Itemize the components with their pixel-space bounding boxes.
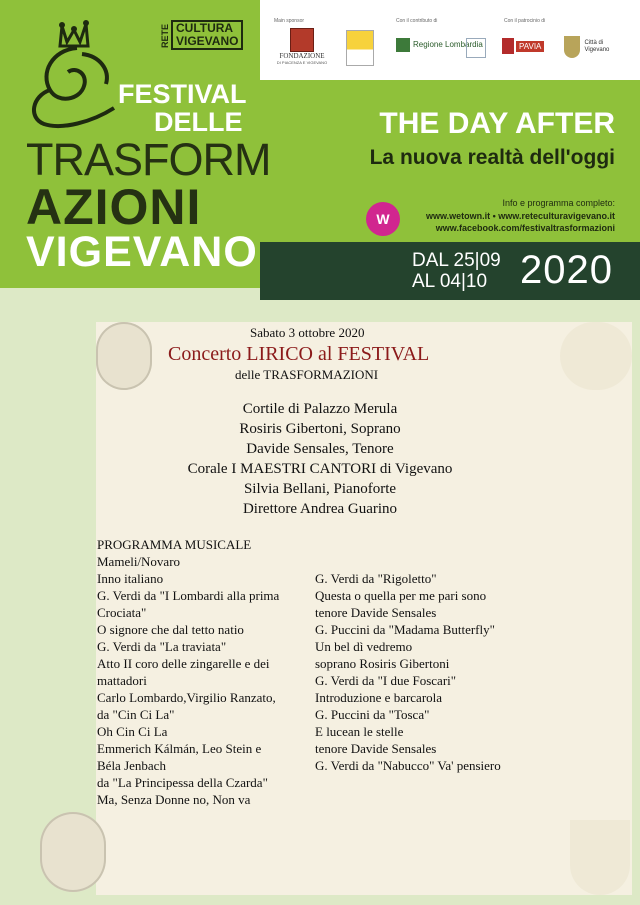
event-detail-tenore: Davide Sensales, Tenore — [246, 441, 394, 457]
program-line: G. Verdi da "I Lombardi alla prima — [97, 588, 280, 603]
event-detail-corale: Corale I MAESTRI CANTORI di Vigevano — [187, 461, 453, 477]
rete-label: RETE — [160, 23, 170, 48]
program-line: Emmerich Kálmán, Leo Stein e — [97, 741, 262, 756]
event-detail-direttore: Direttore Andrea Guarino — [242, 501, 398, 517]
info-facebook-link[interactable]: www.facebook.com/festivaltrasformazioni — [435, 223, 615, 233]
festival-title-line-2: DELLE — [154, 107, 243, 137]
program-line: G. Verdi da "Rigoletto" — [315, 571, 437, 586]
program-line: G. Verdi da "Nabucco" Va' pensiero — [315, 758, 501, 773]
rete-line-2: VIGEVANO — [176, 34, 239, 48]
program-line: G. Puccini da "Tosca" — [315, 707, 430, 722]
date-band — [260, 242, 640, 300]
fondazione-label: FONDAZIONE — [279, 52, 325, 60]
sponsor-bar — [260, 0, 640, 80]
program-line: da "La Principessa della Czarda" — [97, 775, 268, 790]
program-right-column — [315, 570, 501, 774]
program-line: Atto II coro delle zingarelle e dei — [97, 656, 270, 671]
program-line: da "Cin Ci La" — [97, 707, 175, 722]
citta-label: Città di Vigevano — [584, 40, 610, 53]
program-line: G. Puccini da "Madama Butterfly" — [315, 622, 495, 637]
program-line: Mameli/Novaro — [97, 554, 181, 569]
event-date: Sabato 3 ottobre 2020 — [250, 325, 365, 340]
fondazione-logo — [272, 28, 332, 65]
program-line: O signore che dal tetto natio — [97, 622, 244, 637]
program-line: mattadori — [97, 673, 147, 688]
fondazione-sublabel: DI PIACENZA E VIGEVANO — [276, 60, 328, 65]
program-line: soprano Rosiris Gibertoni — [315, 656, 450, 671]
festival-year: 2020 — [520, 248, 613, 292]
citta-vigevano-logo — [564, 36, 624, 58]
anniversary-logo — [466, 38, 486, 58]
program-line: E lucean le stelle — [315, 724, 404, 739]
program-line: tenore Davide Sensales — [315, 605, 437, 620]
wetown-logo: W — [366, 202, 400, 236]
scroll-curl-top-left — [96, 322, 152, 390]
program-line: Béla Jenbach — [97, 758, 166, 773]
festival-title-line-4: AZIONI — [26, 179, 202, 235]
frog-crown-logo — [22, 18, 132, 133]
program-heading: PROGRAMMA MUSICALE — [97, 537, 252, 552]
info-label: Info e programma completo: — [502, 198, 615, 208]
event-title: Concerto LIRICO al FESTIVAL — [168, 343, 430, 365]
headline-title: THE DAY AFTER — [379, 107, 615, 140]
program-line: Ma, Senza Donne no, Non va — [97, 792, 251, 807]
program-line: tenore Davide Sensales — [315, 741, 437, 756]
scroll-curl-bottom-left — [40, 812, 106, 892]
date-range — [412, 250, 501, 292]
program-line: Crociata" — [97, 605, 147, 620]
sponsor-label-contrib: Con il contributo di — [396, 18, 438, 24]
program-line: Questa o quella per me pari sono — [315, 588, 487, 603]
event-detail-venue: Cortile di Palazzo Merula — [242, 401, 398, 417]
scroll-curl-top-right — [560, 322, 632, 390]
headline-subtitle: La nuova realtà dell'oggi — [369, 146, 615, 169]
program-line: Inno italiano — [97, 571, 164, 586]
event-detail-soprano: Rosiris Gibertoni, Soprano — [239, 421, 401, 437]
info-web-links[interactable]: www.wetown.it • www.reteculturavigevano.it — [425, 211, 615, 221]
scroll-curl-bottom-right — [570, 820, 630, 895]
sponsor-label-patron: Con il patrocinio di — [504, 18, 546, 24]
program-line: Carlo Lombardo,Virgilio Ranzato, — [97, 690, 276, 705]
program-left-column — [97, 553, 279, 808]
pavia-label: PAVIA — [516, 41, 544, 52]
program-line: Oh Cin Ci La — [97, 724, 168, 739]
regione-label: Regione Lombardia — [413, 40, 483, 50]
date-from: DAL 25|09 — [412, 250, 501, 271]
program-line: G. Verdi da "I due Foscari" — [315, 673, 457, 688]
festival-title-line-1: FESTIVAL — [118, 79, 247, 109]
sponsor-label-main: Main sponsor — [274, 18, 305, 24]
festival-title-line-5: VIGEVANO — [26, 228, 258, 276]
rete-line-1: CULTURA — [176, 21, 234, 35]
festival-title-line-3: TRASFORM — [26, 134, 271, 185]
program-line: Un bel dì vedremo — [315, 639, 413, 654]
event-detail-pianoforte: Silvia Bellani, Pianoforte — [243, 481, 397, 497]
program-line: G. Verdi da "La traviata" — [97, 639, 227, 654]
contributor-logo-1 — [346, 30, 374, 66]
date-to: AL 04|10 — [412, 271, 488, 292]
program-line: Introduzione e barcarola — [315, 690, 443, 705]
provincia-pavia-logo — [502, 38, 544, 54]
event-subtitle: delle TRASFORMAZIONI — [235, 367, 379, 382]
